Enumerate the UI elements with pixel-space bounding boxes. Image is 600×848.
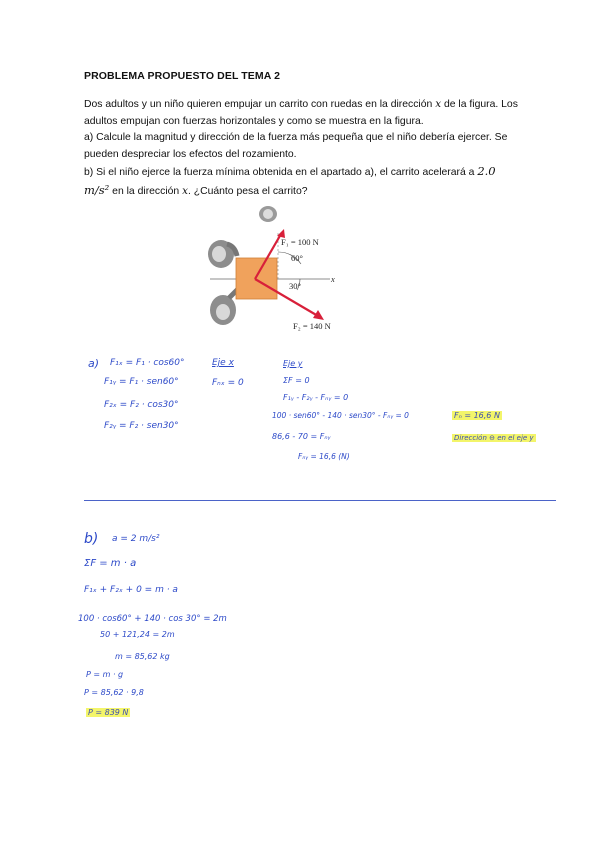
- section-divider: [84, 500, 556, 501]
- solution-b-label: b): [84, 531, 99, 547]
- problem-statement: [84, 96, 524, 200]
- solution-b-eq2: F₁ₓ + F₂ₓ + 0 = m · a: [84, 585, 178, 595]
- eje-x-title: Eje x: [212, 358, 234, 368]
- x-symbol-b: x: [182, 184, 188, 197]
- f2-label: F₂ = 140 N: [293, 321, 331, 331]
- adult-figure-bottom: [210, 288, 239, 325]
- solution-b-eq7: P = 85,62 · 9,8: [84, 688, 144, 697]
- x-symbol: x: [435, 98, 442, 110]
- solution-b-eq1: ΣF = m · a: [84, 558, 137, 569]
- child-figure: [259, 206, 277, 222]
- solution-b-eq3: 100 · cos60° + 140 · cos 30° = 2m: [78, 614, 227, 624]
- f1-label: F₁ = 100 N: [281, 237, 319, 247]
- angle-60-label: 60°: [291, 253, 303, 263]
- question-b: b) Si el niño ejerce la fuerza mínima obtenida en el apartado a), el carrito acelerará a 2.0 m/s² en la dirección x. ¿Cuánto pesa el carrito?: [84, 164, 496, 197]
- eje-y-eq3: 100 · sen60° - 140 · sen30° - Fₙᵧ = 0: [272, 411, 409, 420]
- solution-a-eq4: F₂ᵧ = F₂ · sen30°: [104, 421, 179, 431]
- solution-a-eq1: F₁ₓ = F₁ · cos60°: [110, 358, 185, 368]
- eje-y-title: Eje y: [283, 359, 303, 368]
- question-a: a) Calcule la magnitud y dirección de la fuerza más pequeña que el niño debería ejercer. Se pueden despreciar los efectos del rozamiento.: [84, 132, 508, 160]
- force-diagram: [205, 204, 375, 334]
- result-a: Fₙ = 16,6 N: [454, 411, 500, 420]
- result-b: P = 839 N: [88, 708, 129, 717]
- direction-a: Dirección ⊖ en el eje y: [454, 434, 534, 442]
- angle-30-label: 30°: [289, 281, 301, 291]
- solution-b-eq5: m = 85,62 kg: [115, 652, 170, 661]
- solution-a-eq2: F₁ᵧ = F₁ · sen60°: [104, 377, 179, 387]
- solution-a-eq3: F₂ₓ = F₂ · cos30°: [104, 400, 179, 410]
- eje-y-eq2: F₁ᵧ - F₂ᵧ - Fₙᵧ = 0: [283, 393, 349, 402]
- intro-paragraph: Dos adultos y un niño quieren empujar un carrito con ruedas en la dirección x de la figura. Los adultos empujan con fuerzas horizontales y como se muestra en la figura.: [84, 98, 518, 127]
- solution-a-label: a): [88, 357, 100, 370]
- axis-label: x: [331, 274, 335, 284]
- problem-title: PROBLEMA PROPUESTO DEL TEMA 2: [84, 70, 281, 82]
- solution-b-eq0: a = 2 m/s²: [112, 534, 160, 544]
- solution-b-eq6: P = m · g: [86, 670, 124, 679]
- solution-b-eq4: 50 + 121,24 = 2m: [100, 630, 175, 639]
- acceleration-value: 2.0 m/s²: [84, 164, 496, 197]
- eje-y-eq5: Fₙᵧ = 16,6 (N): [298, 452, 350, 461]
- eje-y-eq1: ΣF = 0: [283, 376, 310, 385]
- eje-y-eq4: 86,6 - 70 = Fₙᵧ: [272, 432, 331, 441]
- adult-figure-top: [208, 240, 237, 268]
- eje-x-equation: Fₙₓ = 0: [212, 378, 244, 388]
